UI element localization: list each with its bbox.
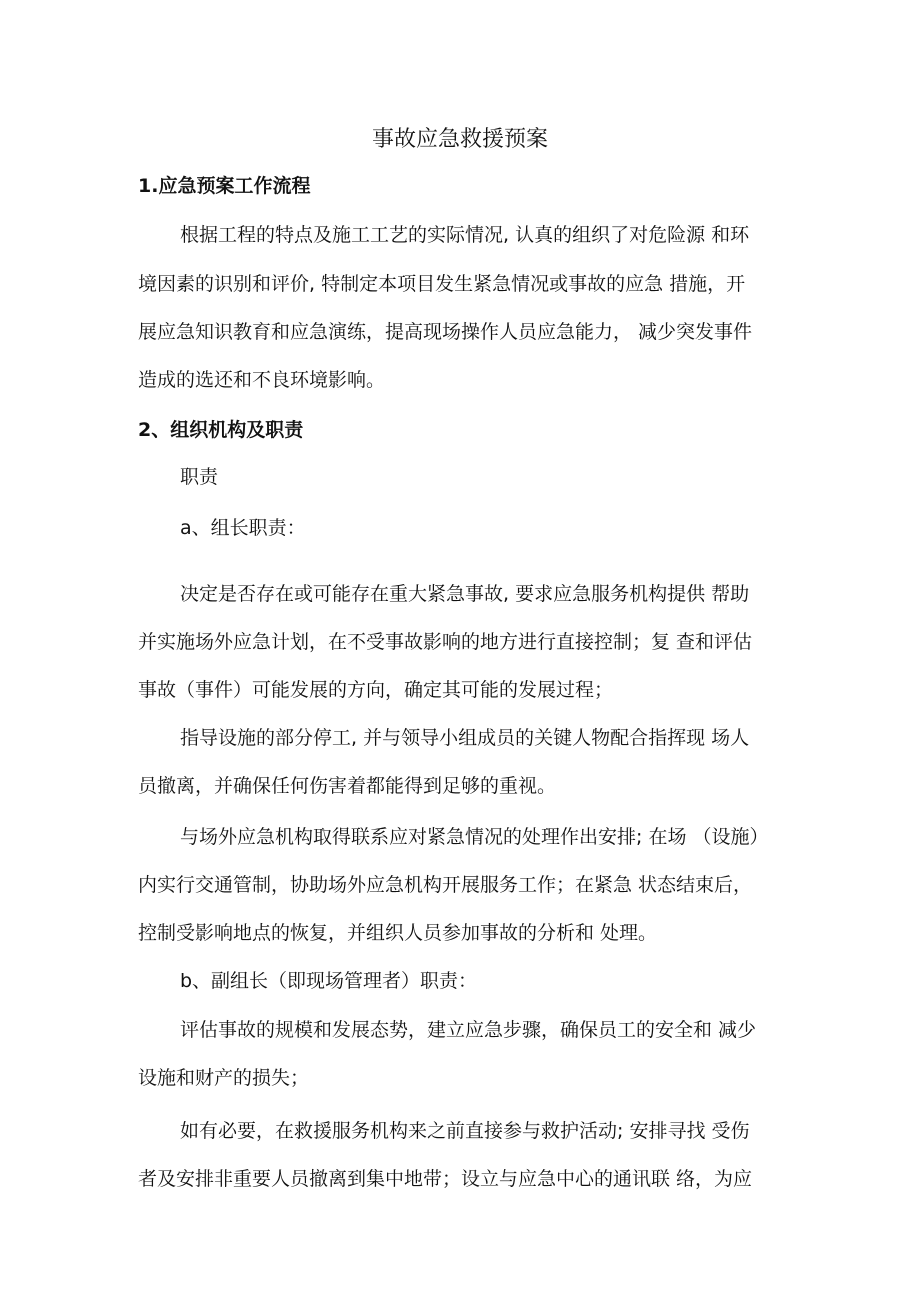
deputy-paragraph-line: 者及安排非重要人员撤离到集中地带；设立与应急中心的通讯联 络，为应 xyxy=(138,1168,753,1190)
document-title: 事故应急救援预案 xyxy=(371,127,548,152)
leader-paragraph-line: 决定是否存在或可能存在重大紧急事故, 要求应急服务机构提供 帮助 xyxy=(180,583,750,605)
leader-paragraph-line: 并实施场外应急计划，在不受事故影响的地方进行直接控制；复 查和评估 xyxy=(138,631,753,653)
leader-paragraph-line: 控制受影响地点的恢复，并组织人员参加事故的分析和 处理。 xyxy=(138,922,658,944)
leader-paragraph-line: 事故（事件）可能发展的方向，确定其可能的发展过程； xyxy=(138,679,614,701)
section-1-line: 根据工程的特点及施工工艺的实际情况, 认真的组织了对危险源 和环 xyxy=(180,224,750,246)
leader-paragraph-line: 员撤离，并确保任何伤害着都能得到足够的重视。 xyxy=(138,775,557,797)
section-2-heading: 2、组织机构及职责 xyxy=(138,419,304,441)
deputy-paragraph-line: 评估事故的规模和发展态势，建立应急步骤，确保员工的安全和 减少 xyxy=(180,1019,757,1041)
section-1-line: 境因素的识别和评价, 特制定本项目发生紧急情况或事故的应急 措施，开 xyxy=(138,273,746,295)
leader-paragraph-line: 内实行交通管制，协助场外应急机构开展服务工作；在紧急 状态结束后， xyxy=(138,874,753,896)
duty-label: 职责 xyxy=(180,466,219,488)
leader-paragraph-line: 与场外应急机构取得联系应对紧急情况的处理作出安排; 在场 （设施） xyxy=(180,826,769,848)
deputy-paragraph-line: 如有必要，在救援服务机构来之前直接参与救护活动; 安排寻找 受伤 xyxy=(180,1120,750,1142)
section-1-heading: 1.应急预案工作流程 xyxy=(138,175,311,197)
section-1-line: 造成的选还和不良环境影响。 xyxy=(138,369,386,391)
deputy-paragraph-line: 设施和财产的损失； xyxy=(138,1067,310,1089)
leader-duty-label: a、组长职责： xyxy=(180,517,306,539)
section-1-line: 展应急知识教育和应急演练，提高现场操作人员应急能力， 减少突发事件 xyxy=(138,321,753,343)
leader-paragraph-line: 指导设施的部分停工, 并与领导小组成员的关键人物配合指挥现 场人 xyxy=(180,727,750,749)
deputy-duty-label: b、副组长（即现场管理者）职责： xyxy=(180,970,478,992)
